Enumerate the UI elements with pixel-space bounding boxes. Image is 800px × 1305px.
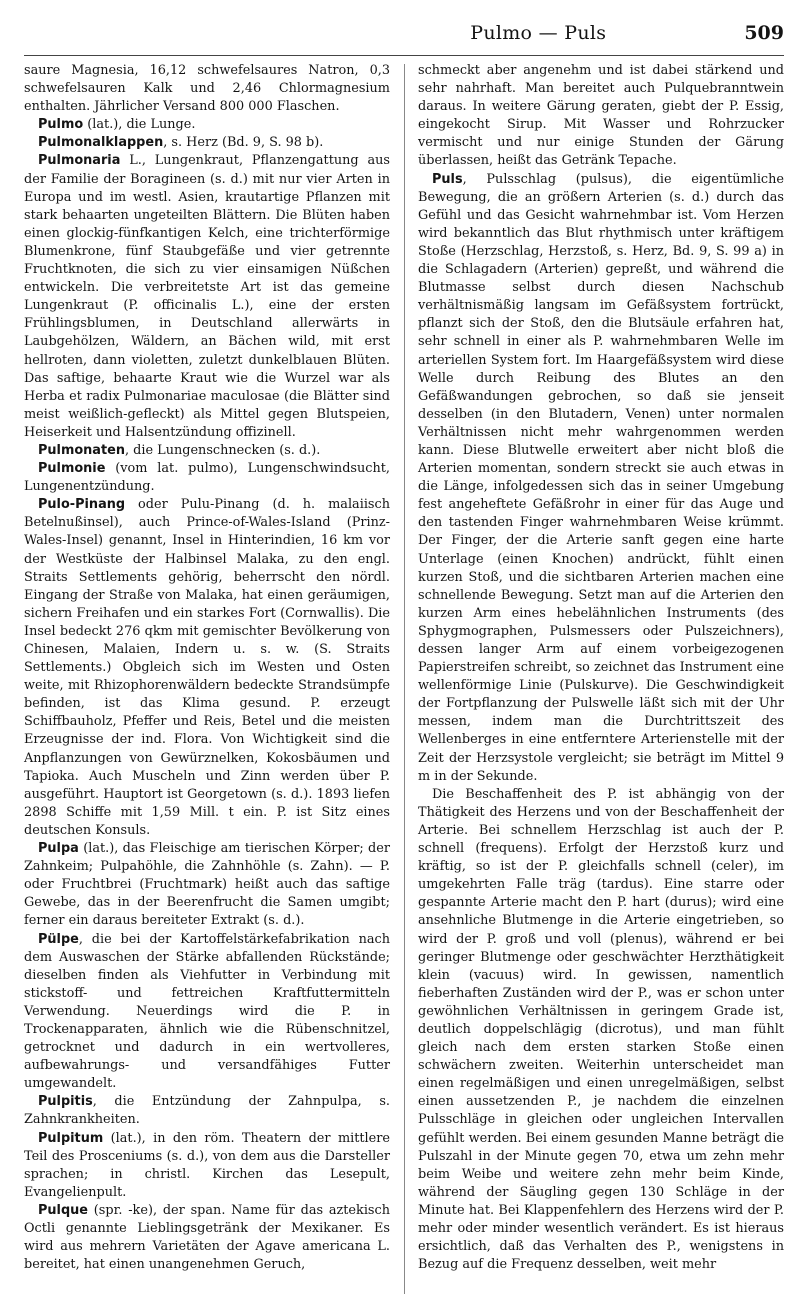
left-column: [24, 62, 390, 1294]
entry-text: , die Entzündung der Zahnpulpa, s. Zahnkrankheiten.: [24, 1094, 390, 1128]
dictionary-entry: [24, 931, 390, 1094]
entry-headword: Pulmonie: [38, 461, 106, 477]
entry-text: , s. Herz (Bd. 9, S. 98 b).: [163, 135, 324, 151]
dictionary-entry: [24, 442, 390, 460]
dictionary-entry: [24, 840, 390, 930]
entry-headword: Pulpitis: [38, 1094, 93, 1110]
entry-text: (lat.), in den röm. Theatern der mittlere Teil des Prosceniums (s. d.), von dem aus die Darsteller sprachen; in christl. Kirchen das Lesepult, Evangelienpult.: [24, 1130, 390, 1200]
entry-headword: Pulpa: [38, 841, 79, 857]
dictionary-entry: [24, 496, 390, 840]
dictionary-entry: [24, 460, 390, 496]
entry-headword: Pulmo: [38, 117, 84, 133]
dictionary-entry: [24, 1202, 390, 1274]
dictionary-entry: [24, 134, 390, 152]
dictionary-entry: [24, 1093, 390, 1129]
entry-text: oder Pulu-Pinang (d. h. malaiisch Betelnußinsel), auch Prince-of-Wales-Island (Prinz-Wales-Insel) genannt, Insel in Hinterindien, 16 km vor der Westküste der Halbinsel Malaka, zu den engl. Straits Settlements gehörig, beherrscht den nördl. Eingang der Straße von Malaka, hat einen geräumigen, sichern Freihafen und ein starkes Fort (Cornwallis). Die Insel bedeckt 276 qkm mit gemischter Bevölkerung von Chinesen, Malaien, Indern u. s. w. (S. Straits Settlements.) Obgleich sich im Westen und Osten weite, mit Rhizophorenwäldern bedeckte Strandsümpfe befinden, ist das Klima gesund. P. erzeugt Schiffbauholz, Pfeffer und Reis, Betel und die meisten Erzeugnisse der ind. Flora. Von Wichtigkeit sind die Anpflanzungen von Gewürznelken, Kokosbäumen und Tapioka. Auch Muscheln und Zinn werden über P. ausgeführt. Hauptort ist Georgetown (s. d.). 1893 liefen 2898 Schiffe mit 1,59 Mill. t ein. P. ist Sitz eines deutschen Konsuls.: [24, 497, 390, 838]
entry-headword: Pulo-Pinang: [38, 497, 126, 513]
entry-text: (spr. -ke), der span. Name für das aztekisch Octli genannte Lieblingsgetränk der Mexikaner. Es wird aus mehrern Varietäten der Agave americana L. bereitet, hat einen unangenehmen Geruch,: [24, 1202, 390, 1273]
entry-headword: Pülpe: [38, 931, 79, 947]
entry-text: (lat.), die Lunge.: [83, 117, 196, 133]
entry-text: Die Beschaffenheit des P. ist abhängig von der Thätigkeit des Herzens und von der Beschaffenheit der Arterie. Bei schnellem Herzschlag ist auch der P. schnell (frequens). Erfolgt der Herzstoß kurz und kräftig, so ist der P. gleichfalls schnell (celer), im umgekehrten Falle träg (tardus). Eine starre oder gespannte Arterie macht den P. hart (durus); wird eine ansehnliche Blutmenge in die Arterie eingetrieben, so wird der P. groß und voll (plenus), während er bei geringer Blutmenge oder geschwächter Herzthätigkeit klein (vacuus) wird. In gewissen, namentlich fieberhaften Zuständen wird der P., was er schon unter gewöhnlichen Verhältnissen in geringem Grade ist, deutlich doppelschlägig (dicrotus), und man fühlt gleich nach dem ersten starken Stoße einen schwächern zweiten. Weiterhin unterscheidet man einen regelmäßigen und einen unregelmäßigen, selbst einen aussetzenden P., je nachdem die einzelnen Pulsschläge in gleichen oder ungleichen Intervallen gefühlt werden. Bei einem gesunden Manne beträgt die Pulszahl in der Minute gegen 70, etwa um zehn mehr beim Weibe und weitere zehn mehr beim Kinde, während der Säugling gegen 130 Schläge in der Minute hat. Bei Klappenfehlern des Herzens wird der P. mehr oder minder wesentlich verändert. Es ist hieraus ersichtlich, daß das Verhalten des P., wenigstens in Bezug auf die Frequenz desselben, weit mehr: [418, 786, 784, 1273]
entry-headword: Pulque: [38, 1202, 89, 1218]
dictionary-entry: [24, 152, 390, 442]
dictionary-entry: [418, 62, 784, 171]
right-column: [418, 62, 784, 1294]
entry-text: , die bei der Kartoffelstärkefabrikation nach dem Auswaschen der Stärke abfallenden Rückstände; dieselben finden als Viehfutter in Verbindung mit stickstoff- und fettreichen Kraftfuttermitteln Verwendung. Neuerdings wird die P. in Trockenapparaten, ähnlich wie die Rübenschnitzel, getrocknet und dadurch in ein wertvolleres, aufbewahrungs- und versandfähiges Futter umgewandelt.: [24, 931, 390, 1092]
entry-text: L., Lungenkraut, Pflanzengattung aus der Familie der Boragineen (s. d.) mit nur vier Arten in Europa und im westl. Asien, krautartige Pflanzen mit stark behaarten ungeteilten Blättern. Die Blüten haben einen glockig-fünfkantigen Kelch, eine trichterförmige Blumenkrone, fünf Staubgefäße und vier getrennte Fruchtknoten, die sich zu vier einsamigen Nüßchen entwickeln. Die verbreitetste Art ist das gemeine Lungenkraut (P. officinalis L.), eine der ersten Frühlingsblumen, in Deutschland allerwärts in Laubgehölzen, Wäldern, an Bächen wild, mit erst hellroten, dann violetten, zuletzt dunkelblauen Blüten. Das saftige, behaarte Kraut wie die Wurzel war als Herba et radix Pulmonariae maculosae (die Blätter sind meist weißlich-gefleckt) als Mittel gegen Blutspeien, Heiserkeit und Halsentzündung offizinell.: [24, 153, 390, 440]
dictionary-entry: [418, 786, 784, 1275]
entry-headword: Pulpitum: [38, 1130, 104, 1146]
entry-text: (lat.), das Fleischige am tierischen Körper; der Zahnkeim; Pulpahöhle, die Zahnhöhle (s. Zahn). — P. oder Fruchtbrei (Fruchtmark) heißt auch das saftige Gewebe, das in der Beerenfrucht die Samen umgibt; ferner ein daraus bereiteter Extrakt (s. d.).: [24, 841, 390, 929]
entry-text: saure Magnesia, 16,12 schwefelsaures Natron, 0,3 schwefelsauren Kalk und 2,46 Chlormagnesium enthalten. Jährlicher Versand 800 000 Flaschen.: [24, 63, 390, 115]
page-header: [24, 22, 784, 56]
entry-headword: Pulmonaria: [38, 153, 121, 169]
column-divider: [404, 64, 405, 1294]
entry-text: (vom lat. pulmo), Lungenschwindsucht, Lungenentzündung.: [24, 461, 390, 495]
dictionary-entry: [24, 116, 390, 134]
dictionary-entry: [24, 1130, 390, 1202]
dictionary-entry: [418, 171, 784, 786]
running-head: Pulmo — Puls: [470, 22, 607, 44]
text-columns: [24, 62, 784, 1294]
entry-text: , die Lungenschnecken (s. d.).: [124, 442, 321, 458]
entry-text: , Pulsschlag (pulsus), die eigentümliche Bewegung, die an größern Arterien (s. d.) durch das Gefühl und das Gesicht wahrnehmbar ist. Vom Herzen wird bekanntlich das Blut rhythmisch unter kräftigem Stoße (Herzschlag, Herzstoß, s. Herz, Bd. 9, S. 99 a) in die Schlagadern (Arterien) gepreßt, und während die Blutmasse selbst durch diesen Nachschub verhältnismäßig langsam im Gefäßsystem fortrückt, pflanzt sich der Stoß, den die Blutsäule erfahren hat, sehr schnell in einer als P. wahrnehmbaren Welle im arteriellen System fort. Im Haargefäßsystem wird diese Welle durch Reibung des Blutes an den Gefäßwandungen gebrochen, so daß sie jenseit desselben (in den Blutadern, Venen) unter normalen Verhältnissen nicht mehr wahrgenommen werden kann. Diese Blutwelle erweitert aber nicht bloß die Arterien momentan, sondern streckt sie auch etwas in die Länge, infolgedessen sich das in seiner Umgebung fest angeheftete Gefäßrohr in einer für das Auge und den tastenden Finger wahrnehmbaren Weise krümmt. Der Finger, der die Arterie sanft gegen eine harte Unterlage (einen Knochen) andrückt, fühlt einen kurzen Stoß, und die sichtbaren Arterien machen eine schnellende Bewegung. Setzt man auf die Arterien den kurzen Arm eines hebelähnlichen Instruments (des Sphygmographen, Pulsmessers oder Pulszeichners), dessen langer Arm auf einem vorbeigezogenen Papierstreifen schreibt, so zeichnet das Instrument eine wellenförmige Linie (Pulskurve). Die Geschwindigkeit der Fortpflanzung der Pulswelle läßt sich mit der Uhr messen, indem man die Durchtrittszeit des Wellenberges in eine entferntere Arterienstelle mit der Zeit der Herzsystole vergleicht; sie beträgt im Mittel 9 m in der Sekunde.: [418, 171, 784, 784]
page-number: 509: [744, 22, 784, 44]
entry-headword: Puls: [432, 171, 463, 187]
entry-headword: Pulmonalklappen: [38, 135, 164, 151]
dictionary-entry: [24, 62, 390, 116]
entry-headword: Pulmonaten: [38, 442, 125, 458]
entry-text: schmeckt aber angenehm und ist dabei stärkend und sehr nahrhaft. Man bereitet auch Pulquebranntwein daraus. In weitere Gärung geraten, giebt der P. Essig, eingekocht Sirup. Mit Wasser und Rohrzucker vermischt und nur einige Stunden der Gärung überlassen, heißt das Getränk Tepache.: [418, 63, 784, 169]
